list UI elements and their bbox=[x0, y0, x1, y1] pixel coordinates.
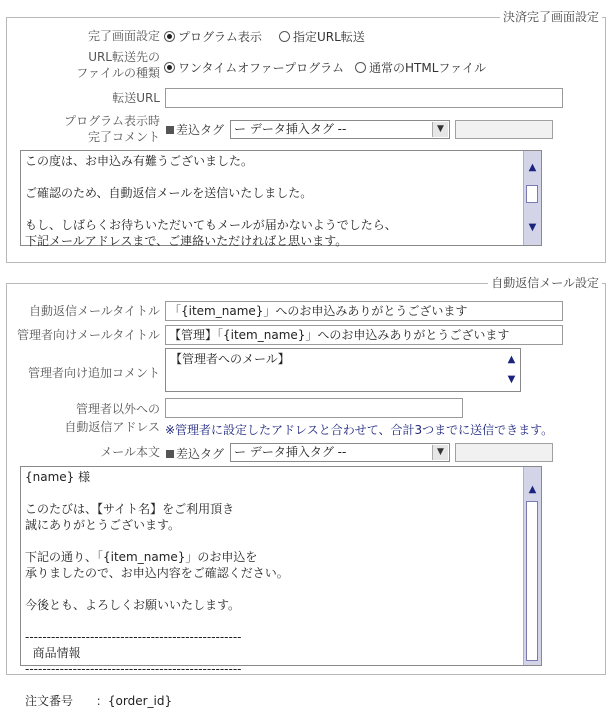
radio-onetime-offer[interactable]: ワンタイムオファープログラム bbox=[164, 59, 344, 76]
other-address-label-line2: 自動返信アドレス bbox=[64, 420, 160, 434]
scrollbar[interactable] bbox=[503, 349, 520, 391]
scroll-thumb[interactable] bbox=[526, 185, 538, 203]
mail-body-label: メール本文 bbox=[100, 445, 160, 459]
scroll-up-icon[interactable]: ▲ bbox=[507, 354, 516, 365]
radio-off-icon bbox=[279, 31, 290, 42]
other-address-label-line1: 管理者以外への bbox=[75, 402, 160, 416]
mail-body-textarea[interactable] bbox=[20, 466, 542, 708]
scroll-down-icon[interactable]: ▼ bbox=[528, 222, 537, 233]
square-bullet-icon bbox=[166, 450, 174, 458]
completion-settings-legend: 決済完了画面設定 bbox=[500, 10, 602, 24]
radio-off-icon bbox=[355, 62, 366, 73]
admin-comment-text: 【管理者へのメール】 bbox=[170, 352, 290, 366]
comment-label-line1: プログラム表示時 bbox=[64, 114, 160, 128]
autoreply-title-label: 自動返信メールタイトル bbox=[28, 304, 160, 318]
scrollbar[interactable] bbox=[523, 151, 541, 245]
other-address-input[interactable] bbox=[165, 398, 463, 418]
radio-url-redirect[interactable]: 指定URL転送 bbox=[279, 28, 365, 45]
filetype-label-line2: ファイルの種類 bbox=[76, 66, 160, 80]
admin-title-label: 管理者向けメールタイトル bbox=[16, 328, 160, 342]
scroll-up-icon[interactable]: ▲ bbox=[528, 484, 537, 495]
screen-setting-label: 完了画面設定 bbox=[87, 29, 160, 43]
admin-comment-textarea[interactable] bbox=[165, 348, 521, 392]
radio-on-icon bbox=[164, 62, 175, 73]
redirect-url-label: 転送URL bbox=[112, 91, 160, 105]
mail-body-text: {name} 様 このたびは、【サイト名】をご利用頂き 誠にありがとうございます。 下記の通り、「{item_name}」のお申込を 承りましたので、お申込内容をご確認ください。 今後とも、よろしくお願いいたします。 -------------------------------------------------- 商品情報 -------------------------------------------------- 注文番号 ：{order_id} bbox=[25, 470, 289, 708]
radio-program-display[interactable]: プログラム表示 bbox=[164, 28, 262, 45]
body-tag-select[interactable]: ー データ挿入タグ -- ▼ bbox=[230, 443, 450, 462]
chevron-down-icon[interactable]: ▼ bbox=[432, 445, 448, 460]
comment-label-line2: 完了コメント bbox=[87, 130, 160, 144]
radio-on-icon bbox=[164, 31, 175, 42]
other-address-note: ※管理者に設定したアドレスと合わせて、合計3つまでに送信できます。 bbox=[165, 423, 554, 437]
square-bullet-icon bbox=[166, 126, 174, 134]
chevron-down-icon[interactable]: ▼ bbox=[432, 122, 448, 137]
completion-comment-text: この度は、お申込み有難うございました。 ご確認のため、自動返信メールを送信いたしました。 もし、しばらくお待ちいただいてもメールが届かないようでしたら、 下記メールアドレスまで、ご連絡いただければと思います。 bbox=[25, 154, 397, 248]
autoreply-title-input[interactable]: 「{item_name}」へのお申込みありがとうございます bbox=[165, 301, 563, 321]
scroll-down-icon[interactable]: ▼ bbox=[507, 374, 516, 385]
autoreply-settings-legend: 自動返信メール設定 bbox=[488, 276, 602, 290]
admin-title-input[interactable]: 【管理】「{item_name}」へのお申込みありがとうございます bbox=[165, 325, 563, 345]
scroll-up-icon[interactable]: ▲ bbox=[528, 162, 537, 173]
scrollbar[interactable] bbox=[523, 467, 541, 665]
completion-tag-output[interactable] bbox=[455, 120, 553, 139]
scroll-thumb[interactable] bbox=[526, 501, 538, 661]
admin-comment-label: 管理者向け追加コメント bbox=[27, 366, 160, 380]
insert-tag-label: 差込タグ bbox=[166, 445, 224, 462]
radio-normal-html[interactable]: 通常のHTMLファイル bbox=[355, 59, 486, 76]
body-tag-output[interactable] bbox=[455, 443, 553, 462]
completion-tag-select[interactable]: ー データ挿入タグ -- ▼ bbox=[230, 120, 450, 139]
filetype-label-line1: URL転送先の bbox=[88, 50, 160, 64]
insert-tag-label: 差込タグ bbox=[166, 121, 224, 138]
redirect-url-input[interactable] bbox=[165, 88, 563, 108]
completion-comment-textarea[interactable] bbox=[20, 150, 542, 246]
